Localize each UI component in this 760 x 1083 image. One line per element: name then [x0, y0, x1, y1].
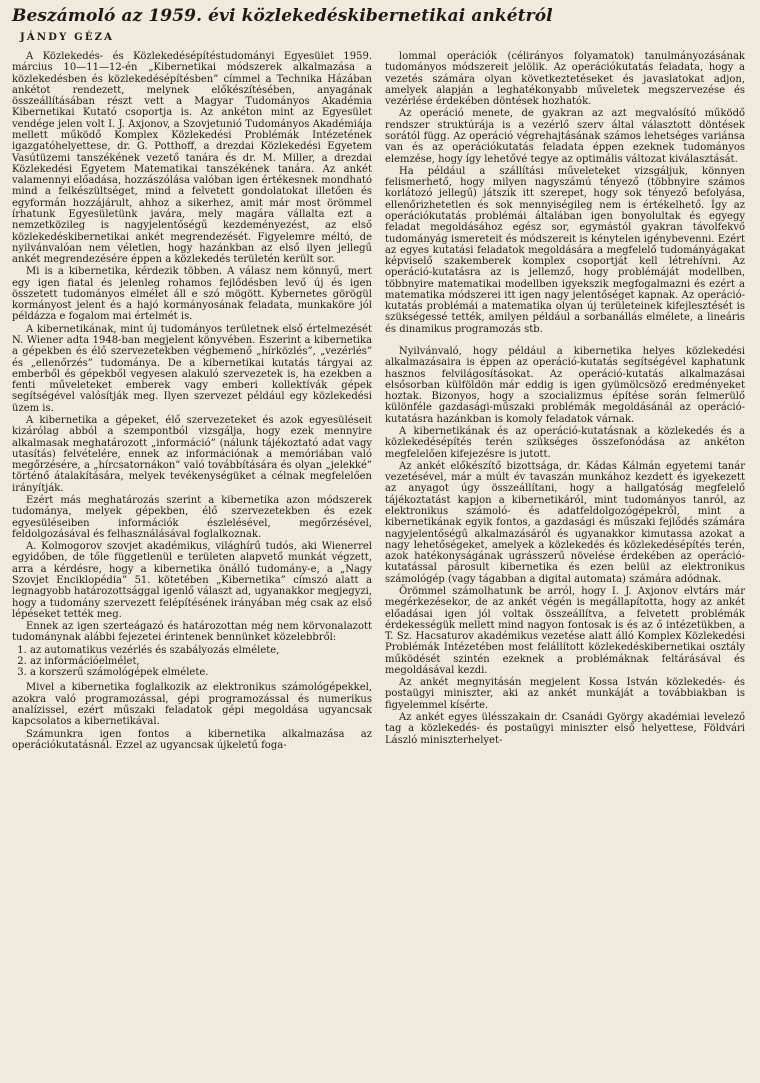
list-item: 3. a korszerű számológépek elmélete. [30, 667, 372, 678]
paragraph: Örömmel számolhatunk be arról, hogy I. J. Axjonov elvtárs már megérkezésekor, de az ankét végén is megállapította, hogy az ankét előadásai igen jól voltak összeállítva, a felvetett problémák érdekességük mellett mind nagyon fontosak is és az ő intézetükben, a T. Sz. Hacsaturov akadémikus vezetése alatt álló Komplex Közlekedési Problémák Intézetében most felállított közlekedéskibernetikai osztály működését szintén ezeknek a problémáknak feltárásával és megoldásával kezdi. [385, 585, 745, 676]
right-column [385, 51, 745, 752]
paragraph: Ennek az igen szerteágazó és határozottan még nem körvonalazott tudománynak alábbi fejezetei érintenek bennünket közelebbről: [12, 621, 372, 644]
paragraph: Az operáció menete, de gyakran az azt megvalósító működő rendszer struktúrája is a vezérlő szerv által választott döntések sorától függ. Az operáció végrehajtásának számos lehetséges variánsa van és az operációkutatás feladata éppen ezeknek tudományos elemzése, hogy így lehetővé tegye az optimális változat kiválasztását. [385, 108, 745, 165]
paragraph: Mivel a kibernetika foglalkozik az elektronikus számológépekkel, azokra való programozással, gépi programozással és numerikus analízissel, ezért műszaki feladatok gépi megoldása ugyancsak kapcsolatos a kibernetikával. [12, 682, 372, 728]
article-author: JÁNDY GÉZA [20, 32, 115, 43]
article-title: Beszámoló az 1959. évi közlekedéskibernetikai ankétról [12, 6, 553, 26]
paragraph: A Közlekedés- és Közlekedésépítéstudományi Egyesület 1959. március 10—11—12-én „Kibernetikai módszerek alkalmazása a közlekedésben és közlekedésépítésben” címmel a Technika Házában ankétot rendezett, melynek előkészítésében, anyagának összeállításában részt vett a Magyar Tudományos Akadémia Kibernetikai Kutató csoportja is. Az ankéton mint az Egyesület vendége jelen volt I. J. Axjonov, a Szovjetunió Tudományos Akadémiája mellett működő Komplex Közlekedési Problémák Intézetének igazgatóhelyettese, dr. G. Potthoff, a drezdai Közlekedési Egyetem Vasútüzemi tanszékének vezető tanára és dr. M. Miller, a drezdai Közlekedési Egyetem Matematikai tanszékének tanára. Az ankét valamennyi előadása, hozzászólása valóban igen értékesnek mondható mind a felkészültséget, mind a felvetett gondolatokat illetően és egyformán hozzájárult, ahhoz a sikerhez, amit már most örömmel írhatunk Egyesületünk javára, mely magára vállalta ezt a nemzetközileg is nagyjelentőségű kezdeményezést, az első közlekedéskibernetikai ankét megrendezését. Figyelemre méltó, de nyilvánvalóan nem véletlen, hogy hazánkban az első ilyen jellegű ankét megrendezésére éppen a közlekedés területén került sor. [12, 51, 372, 266]
list-item: 2. az információelmélet, [30, 656, 372, 667]
left-column [12, 51, 372, 752]
paragraph: Mi is a kibernetika, kérdezik többen. A válasz nem könnyű, mert egy igen fiatal és jelenleg rohamos fejlődésben levő új és igen összetett tudományos elmélet áll e szó mögött. Kybernetes görögül kormányost jelent és a hajó kormányosának feladata, munkaköre jól példázza e fogalom mai értelmét is. [12, 266, 372, 323]
list-item: 1. az automatikus vezérlés és szabályozás elmélete, [30, 645, 372, 656]
paragraph: Nyilvánvaló, hogy például a kibernetika helyes közlekedési alkalmazásaira is éppen az operáció-kutatás segítségével kaphatunk hasznos felvilágosításokat. Az operáció-kutatás alkalmazásai elsősorban külföldön már eddig is igen gyümölcsöző eredményeket hoztak. Bizonyos, hogy a szocializmus építése során felmerülő különféle gazdasági-műszaki problémák megoldásánál az operáció-kutatásra hazánkban is komoly feladatok várnak. [385, 346, 745, 425]
paragraph: lommal operációk (célirányos folyamatok) tanulmányozásának tudományos módszereit jelölik. Az operációkutatás feladata, hogy a vezetés számára olyan következtetéseket és javaslatokat adjon, amelyek alapján a leghatékonyabb műveletek megszervezése és vezérlése érdekében döntések hozhatók. [385, 51, 745, 108]
paragraph: A. Kolmogorov szovjet akadémikus, világhírű tudós, aki Wienerrel egyidőben, de tőle függetlenül e területen alapvető munkát végzett, arra a kérdésre, hogy a kibernetika önálló tudomány-e, a „Nagy Szovjet Enciklopédia” 51. kötetében „Kibernetika” címszó alatt a legnagyobb határozottsággal igenlő választ ad, ugyanakkor megjegyzi, hogy a tudomány szervezett felépítésének irányában még csak az első lépéseket tették meg. [12, 541, 372, 620]
paragraph: Ha például a szállítási műveleteket vizsgáljuk, könnyen felismerhető, hogy milyen nagyszámú tényező (többnyire számos korlátozó jellegű) játszik itt szerepet, hogy sok tényező befolyása, ellenőrizhetetlen és sok mennyiségileg nem is értékelhető. Így az operációkutatás problémái általában igen bonyolultak és egyegy feladat megoldásához egész sor, egymástól gyakran távolfekvő tudományág ismereteit és módszereit is kénytelen igénybevenni. Ezért az egyes kutatási feladatok megoldására a megfelelő tudományágakat képviselő szakemberek komplex csoportját kell létrehívni. Az operáció-kutatásra az is jellemző, hogy problémáját modellben, többnyire matematikai modellben igyekszik megfogalmazni és ezért a matematika módszerei itt igen nagy jelentőséget kapnak. Az operáció-kutatás problémái a matematika olyan új területeinek kifejlesztését is szükségessé tették, amilyen például a sorbanállás elmélete, a lineáris és dinamikus programozás stb. [385, 165, 745, 335]
paragraph: Számunkra igen fontos a kibernetika alkalmazása az operációkutatásnál. Ezzel az ugyancsak újkeletű foga- [12, 728, 372, 751]
paragraph: A kibernetikának, mint új tudományos területnek első értelmezését N. Wiener adta 1948-ban megjelent könyvében. Eszerint a kibernetika a gépekben és élő szervezetekben végbemenő „hírközlés”, „vezérlés” és „ellenőrzés” tudománya. De a kibernetikai kutatás tárgyai az emberből és gépekből vegyesen alakuló szervezetek is, ha ezekben a fenti műveleteket emberek vagy emberi kollektívák gépek segítségével valósítják meg. Ilyen szervezet például egy közlekedési üzem is. [12, 323, 372, 414]
paragraph: A kibernetika a gépeket, élő szervezeteket és azok egyesüléseit kizárólag abból a szempontból vizsgálja, hogy ezek mennyire alkalmasak meghatározott „információ” (nálunk tájékoztató adat vagy utasítás) felvételére, ennek az információnak a memóriában való megőrzésére, a „hírcsatornákon” való továbbítására és olyan „jelekké” történő átalakítására, melyek tevékenységüket a célnak megfelelően irányítják. [12, 415, 372, 494]
paragraph: Az ankét megnyitásán megjelent Kossa István közlekedés- és postaügyi miniszter, aki az ankét munkáját a továbbiakban is figyelemmel kísérte. [385, 677, 745, 711]
paragraph: A kibernetikának és az operáció-kutatásnak a közlekedés és a közlekedésépítés terén szükséges összefonódása az ankéton megfelelően kifejezésre is jutott. [385, 426, 745, 460]
topic-list [12, 645, 372, 679]
article-columns [12, 51, 750, 752]
paragraph: Ezért más meghatározás szerint a kibernetika azon módszerek tudománya, melyek gépekben, élő szervezetekben és ezek egyesüléseiben információk észlelésével, megőrzésével, feldolgozásával és felhasználásával foglalkoznak. [12, 494, 372, 540]
paragraph: Az ankét előkészítő bizottsága, dr. Kádas Kálmán egyetemi tanár vezetésével, már a múlt év tavaszán munkához kezdett és igyekezett az anyagot úgy összeállítani, hogy a hallgatóság megfelelő tájékoztatást kapjon a kibernetikáról, mint tudományos tanról, az elektronikus számoló- és adatfeldolgozógépekről, mint a kibernetikának egyik fontos, a gazdasági és műszaki fejlődés számára nagyjelentőségű alkalmazásáról és ugyanakkor kimutassa azokat a nagy lehetőségeket, amelyek a közlekedés és közlekedésépítés terén, azok hatékonyságának ugrásszerű növelése érdekében az operáció-kutatással párosult kibernetika és ezen belül az elektronikus számológép (vagy tágabban a digital automata) számára adódnak. [385, 460, 745, 585]
paragraph: Az ankét egyes ülésszakain dr. Csanádi György akadémiai levelező tag a közlekedés- és postaügyi miniszter első helyettese, Földvári László miniszterhelyet- [385, 712, 745, 746]
